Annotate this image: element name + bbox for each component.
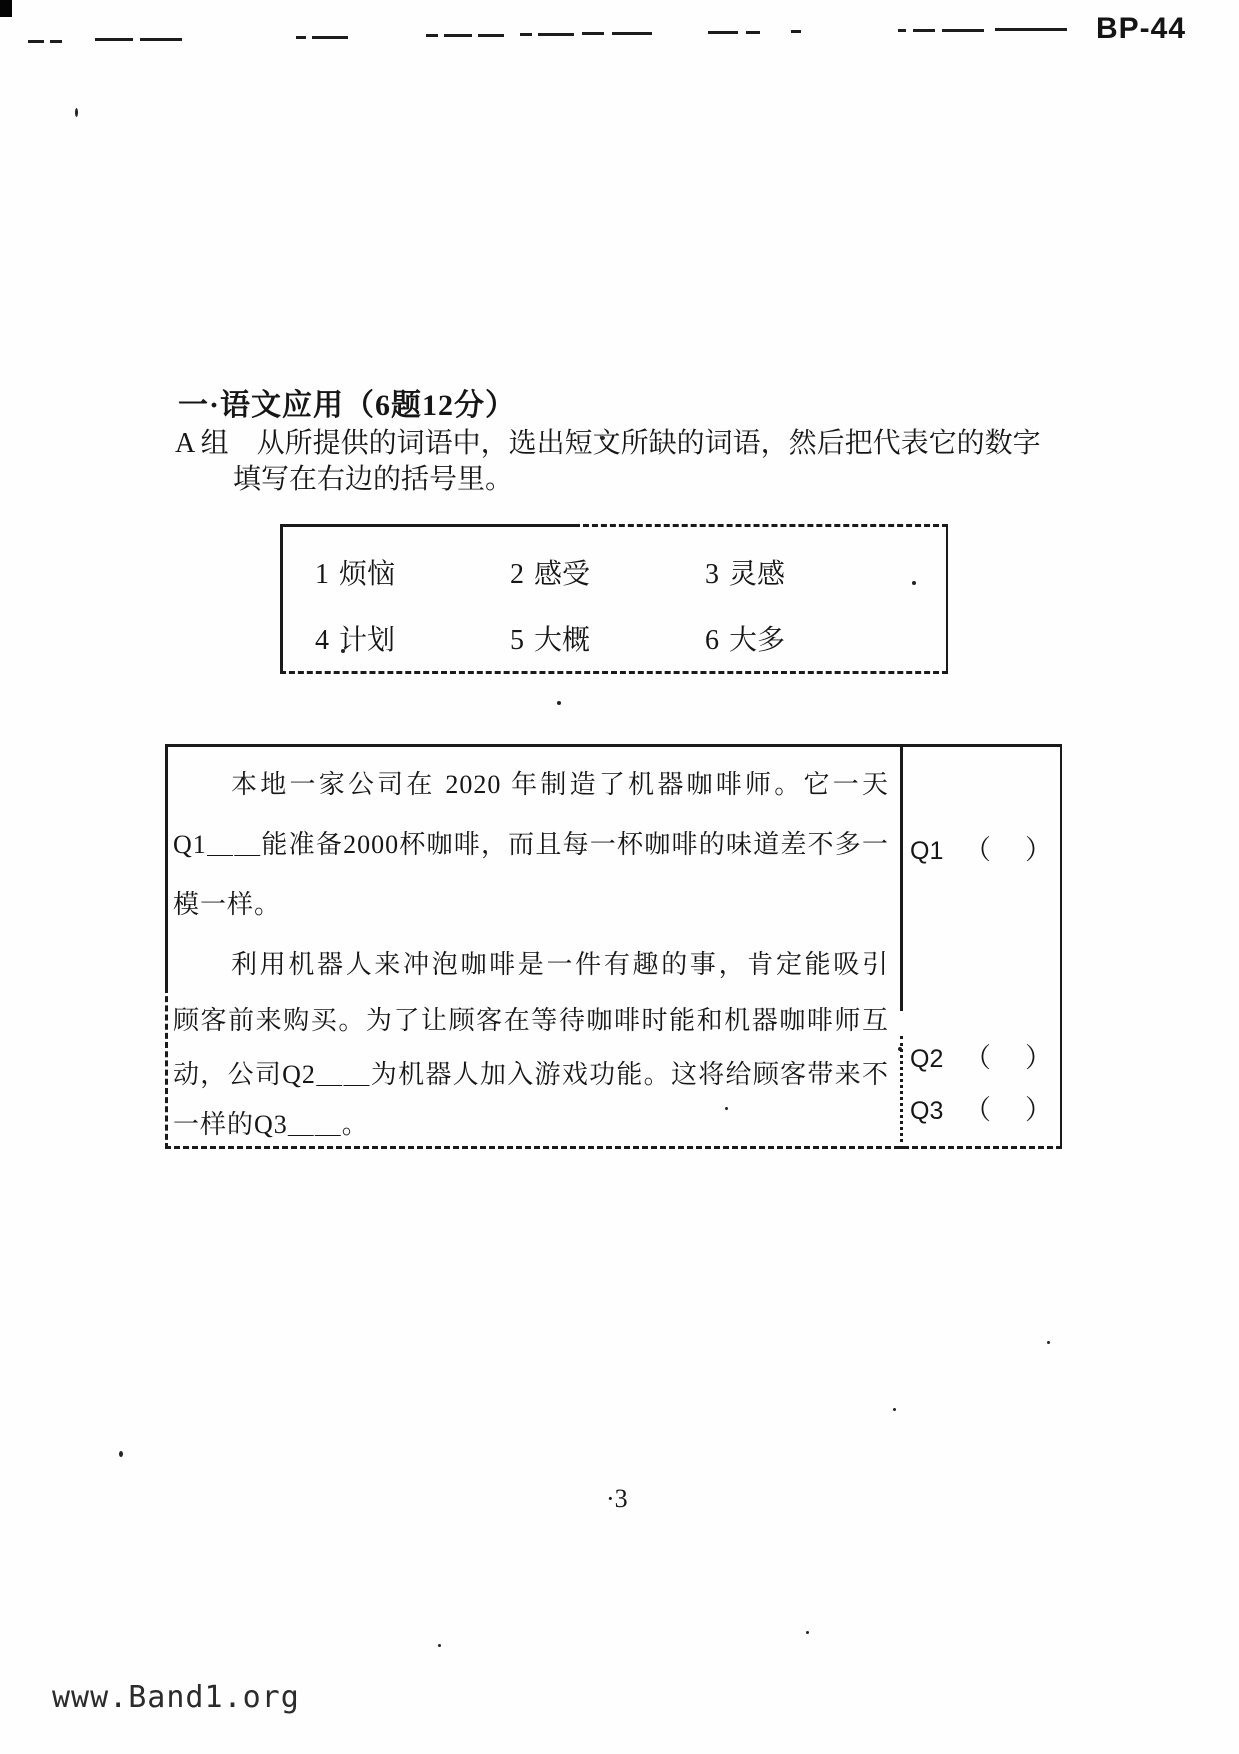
word-option-number: 3 <box>705 559 719 590</box>
passage-border-right <box>1060 744 1062 1149</box>
word-bank-border-top-right <box>574 524 948 527</box>
word-option-number: 2 <box>510 559 524 590</box>
scan-artifact-dash <box>296 36 306 39</box>
passage-line-7: 一样的Q3＿＿。 <box>173 1110 369 1139</box>
footer-watermark: www.Band1.org <box>52 1680 300 1715</box>
scan-artifact-dash <box>140 38 182 41</box>
scan-artifact-dash <box>995 28 1067 31</box>
word-option-text: 大概 <box>534 625 591 656</box>
scan-artifact-speck <box>557 701 561 705</box>
scan-corner-mark <box>0 0 12 17</box>
passage-border-left <box>165 744 168 987</box>
word-option-text: 计划 <box>339 625 396 656</box>
bracket-open: （ <box>964 835 991 865</box>
scan-artifact-speck <box>1047 1341 1050 1344</box>
scan-artifact-speck <box>438 1644 441 1647</box>
answer-label: Q1 <box>910 837 944 865</box>
scan-artifact-dash <box>708 31 738 34</box>
passage-line-6: 动，公司Q2＿＿为机器人加入游戏功能。这将给顾客带来不 <box>173 1060 889 1089</box>
scan-artifact-dash <box>478 34 504 37</box>
word-option-text: 烦恼 <box>339 559 396 590</box>
passage-line-3: 模一样。 <box>173 890 282 919</box>
word-bank-border-bottom <box>280 671 948 674</box>
bracket-close: ） <box>1025 1043 1052 1073</box>
scan-artifact-dash <box>50 40 62 43</box>
scan-artifact-speck <box>119 1451 123 1457</box>
word-option-text: 灵感 <box>729 559 786 590</box>
answer-column-divider <box>900 744 903 1011</box>
bracket-open: （ <box>964 1043 991 1073</box>
word-bank-border-right <box>946 524 948 674</box>
word-option-number: 1 <box>315 559 329 590</box>
scan-artifact-dash <box>612 32 652 35</box>
scan-artifact-dash <box>312 36 348 39</box>
page-header-code: BP-44 <box>1096 12 1187 45</box>
scan-artifact-dash <box>942 29 984 32</box>
scan-artifact-dash <box>791 30 801 33</box>
bracket-close: ） <box>1025 1095 1052 1125</box>
word-bank-border-top-left <box>280 524 574 527</box>
scan-artifact-dash <box>582 32 604 35</box>
scan-artifact-dash <box>538 33 574 36</box>
scan-artifact-dash <box>426 34 438 37</box>
bracket-open: （ <box>964 1095 991 1125</box>
word-option-5 <box>510 618 590 658</box>
scan-artifact-speck <box>893 1408 896 1411</box>
word-option-1 <box>315 552 395 592</box>
answer-label: Q2 <box>910 1045 944 1073</box>
word-option-4 <box>315 618 395 658</box>
scan-artifact-dash <box>444 34 472 37</box>
bracket-close: ） <box>1025 835 1052 865</box>
answer-slot-q3[interactable] <box>910 1088 1052 1127</box>
word-option-number: 5 <box>510 625 524 656</box>
scan-artifact-dash <box>913 29 935 32</box>
passage-border-bottom <box>165 1146 1062 1149</box>
scan-artifact-dash <box>520 33 532 36</box>
answer-column-divider-lower <box>900 1036 903 1149</box>
scan-artifact-speck <box>75 108 78 117</box>
passage-border-top <box>165 744 1062 747</box>
answer-label: Q3 <box>910 1097 944 1125</box>
passage-line-1: 本地一家公司在 2020 年制造了机器咖啡师。它一天 <box>231 770 889 799</box>
word-bank-border-left <box>280 524 283 674</box>
instruction-line-1: A 组 从所提供的词语中，选出短文所缺的词语，然后把代表它的数字 <box>175 428 1041 459</box>
word-option-number: 4 <box>315 625 329 656</box>
page-number: ·3 <box>606 1484 628 1513</box>
scan-artifact-dash <box>28 40 44 43</box>
answer-slot-q2[interactable] <box>910 1036 1052 1075</box>
passage-line-4: 利用机器人来冲泡咖啡是一件有趣的事，肯定能吸引 <box>231 950 889 979</box>
scan-artifact-dash <box>95 38 133 41</box>
scan-artifact-speck <box>806 1631 809 1634</box>
word-option-3 <box>705 552 785 592</box>
word-bank-box <box>280 524 948 674</box>
scan-artifact-dash <box>898 29 906 32</box>
word-option-text: 感受 <box>534 559 591 590</box>
word-option-6 <box>705 618 785 658</box>
passage-border-left-lower <box>165 987 168 1149</box>
passage-line-5: 顾客前来购买。为了让顾客在等待咖啡时能和机器咖啡师互 <box>173 1006 889 1035</box>
instruction-line-2: 填写在右边的括号里。 <box>233 464 514 495</box>
word-option-number: 6 <box>705 625 719 656</box>
word-option-2 <box>510 552 590 592</box>
section-title: 一·语文应用（6题12分） <box>178 389 517 422</box>
scan-artifact-dash <box>746 31 760 34</box>
passage-line-2: Q1＿＿能准备2000杯咖啡，而且每一杯咖啡的味道差不多一 <box>173 830 889 859</box>
word-option-text: 大多 <box>729 625 786 656</box>
answer-slot-q1[interactable] <box>910 828 1052 867</box>
